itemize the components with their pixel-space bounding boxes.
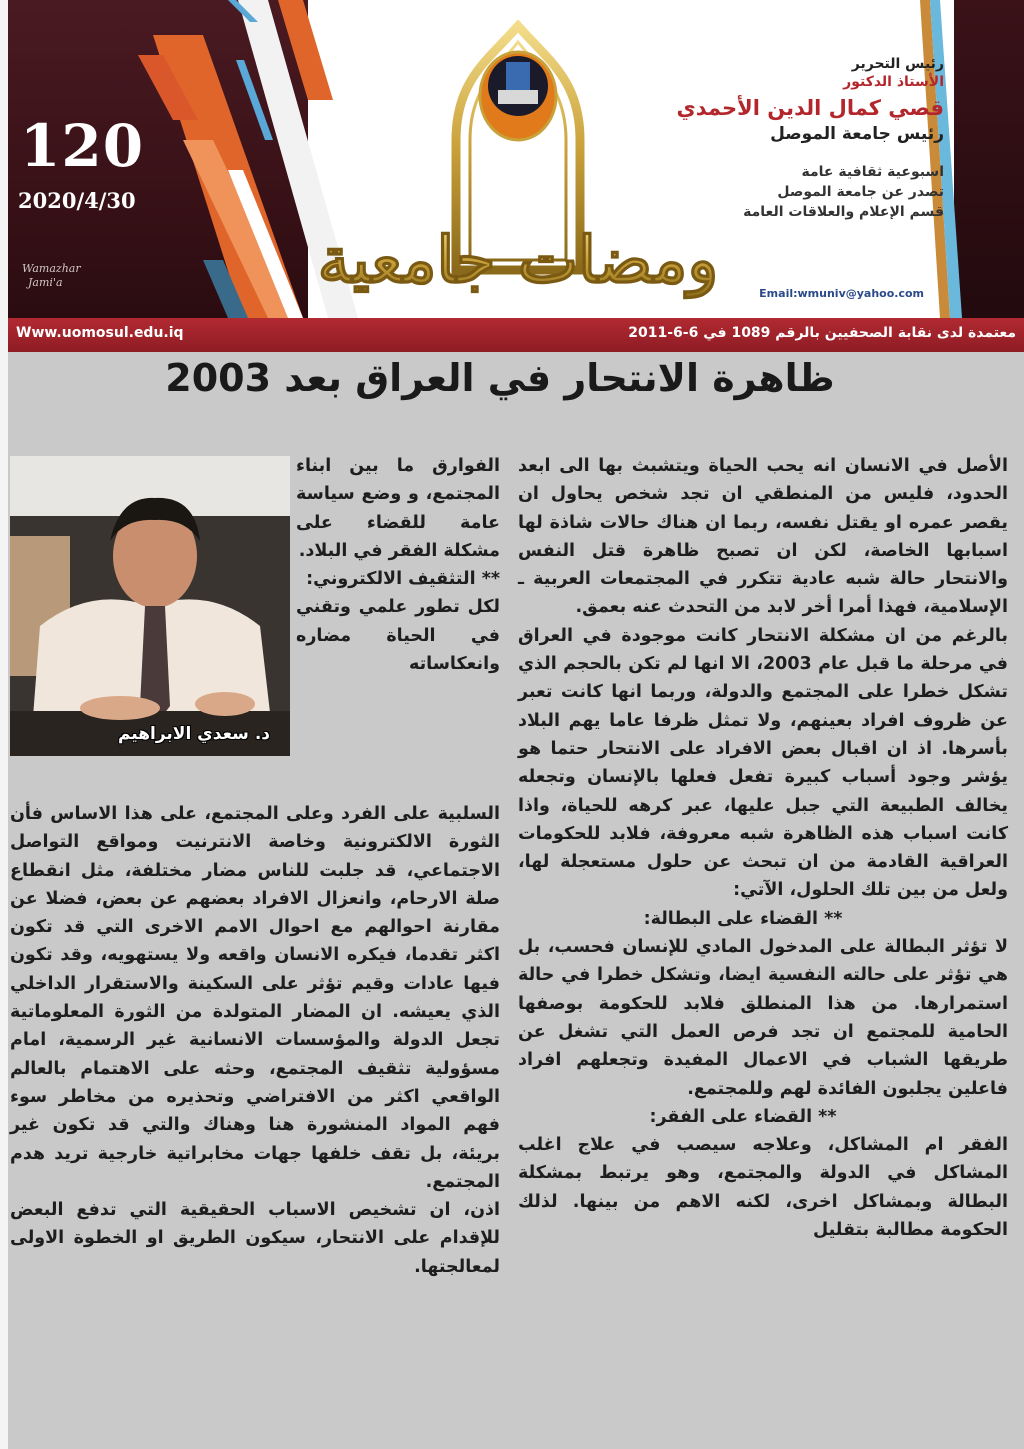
- publication-line-3: قسم الإعلام والعلاقات العامة: [743, 204, 944, 220]
- author-photo: [10, 456, 290, 756]
- article-column-left-wide: [10, 800, 500, 1281]
- editor-in-chief-label: رئيس التحرير: [851, 56, 944, 72]
- article-column-right: [518, 452, 1008, 1244]
- paragraph-unemployment: لا تؤثر البطالة على المدخول المادي للإنسان فحسب، بل هي تؤثر على حالته النفسية ايضا، وتشكل خطرا في حالة استمرارها. من هذا المنطلق فلابد للحكومة بوصفها الحامية للمجتمع ان تجد فرص العمل التي تشغل عن طريقها الشباب في الاعمال المفيدة وتجعلهم افراد فاعلين يجلبون الفائدة لهم وللمجتمع.: [518, 937, 1008, 1099]
- website-link[interactable]: Www.uomosul.edu.iq: [16, 325, 184, 341]
- article-column-left-narrow: [296, 452, 500, 678]
- logo-calligraphy: ومضات جامعية: [318, 223, 718, 298]
- masthead: [8, 0, 1024, 318]
- author-portrait-image: [10, 456, 290, 756]
- subheading-electronic-education: ** التثقيف الالكتروني:: [306, 569, 500, 590]
- paragraph-conclusion: اذن، ان تشخيص الاسباب الحقيقية التي تدفع البعض للإقدام على الانتحار، سيكون الطريق او الخطوة الاولى لمعالجتها.: [10, 1200, 500, 1277]
- subheading-poverty: ** القضاء على الفقر:: [649, 1106, 837, 1127]
- contact-email: Email:wmuniv@yahoo.com: [759, 287, 924, 300]
- masthead-info-bar: [8, 318, 1024, 352]
- paragraph-electronic-start: لكل تطور علمي وتقني في الحياة مضاره وانعكاساته: [296, 597, 500, 675]
- editor-role: رئيس جامعة الموصل: [770, 124, 944, 144]
- paragraph-electronic-education: السلبية على الفرد وعلى المجتمع، على هذا الاساس فأن الثورة الالكترونية وخاصة الانترنيت ومواقع التواصل الاجتماعي، قد جلبت للناس مضار مختلفة، مثل انقطاع صلة الارحام، وانعزال الافراد بعضهم عن بعض، فضلا عن مقارنة احوالهم مع احوال الامم الاخرى التي قد تكون اكثر تقدما، فيكره الانسان واقعه ولا يستهويه، وقد تكون فيها عادات وقيم تؤثر على السكينة والاستقرار الداخلي الذي يعيشه. ان المضار المتولدة من الثورة المعلوماتية تجعل الدولة والمؤسسات الانسانية غير الرسمية، امام مسؤولية تثقيف المجتمع، وحثه على الاهتمام بالعالم الواقعي اكثر من الافتراضي وتحذيره من مخاطر سوء فهم المواد المنشورة هنا وهناك والتي قد تكون غير بريئة، بل تقف خلفها جهات مخابراتية خارجية تريد هدم المجتمع.: [10, 804, 500, 1192]
- editor-academic-title: الأستاذ الدكتور: [843, 74, 944, 90]
- paragraph-poverty-continued: الفوارق ما بين ابناء المجتمع، و وضع سياسة عامة للقضاء على مشكلة الفقر في البلاد.: [296, 456, 500, 561]
- paragraph-poverty: الفقر ام المشاكل، وعلاجه سيصب في علاج اغلب المشاكل في الدولة والمجتمع، وهو يرتبط بمشكلة البطالة وبمشاكل اخرى، لكنه الاهم من بينها. لذلك الحكومة مطالبة بتقليل: [518, 1135, 1008, 1241]
- photo-caption: د. سعدي الابراهيم: [117, 724, 270, 744]
- subheading-unemployment: ** القضاء على البطالة:: [643, 908, 843, 929]
- issue-date: 2020/4/30: [18, 188, 136, 213]
- latin-title: [22, 262, 81, 290]
- page-edge: [0, 0, 8, 1449]
- article-headline: ظاهرة الانتحار في العراق بعد 2003: [165, 356, 835, 400]
- latin-title-line-1: Wamazhar: [22, 262, 81, 275]
- accreditation-note: معتمدة لدى نقابة الصحفيين بالرقم 1089 في 6-6-2011: [628, 325, 1016, 341]
- paragraph-background: بالرغم من ان مشكلة الانتحار كانت موجودة في العراق في مرحلة ما قبل عام 2003، الا انها لم تكن بالحجم الذي تشكل خطرا على المجتمع والدولة، وربما انها كانت تعبر عن ظروف افراد بعينهم، ولا تمثل ظرفا عاما يهم البلاد بأسرها. اذ ان اقبال بعض الافراد على الانتحار حتما هو يؤشر وجود أسباب كبيرة تفعل فعلها بالإنسان وتجعله يخالف الطبيعة التي جبل عليها، عبر كرهه للحياة، واذا كانت اسباب هذه الظاهرة شبه معروفة، فلابد للحكومات العراقية القادمة من ان تبحث عن حلول مستعجلة لها، ولعل من بين تلك الحلول، الآتي:: [518, 625, 1008, 901]
- latin-title-line-2: Jami'a: [28, 276, 63, 289]
- issue-number: 120: [20, 112, 145, 180]
- publication-line-2: تصدر عن جامعة الموصل: [777, 184, 944, 200]
- paragraph-intro: الأصل في الانسان انه يحب الحياة ويتشبث بها الى ابعد الحدود، فليس من المنطقي ان تجد شخص يحاول ان يقصر عمره او يقتل نفسه، ربما ان هناك حالات شاذة لها اسبابها الخاصة، لكن ان تصبح ظاهرة قتل النفس والانتحار حالة شبه عادية تتكرر في المجتمعات العربية ـ الإسلامية، فهذا أمرا أخر لابد من التحدث عنه بعمق.: [518, 456, 1008, 618]
- publication-line-1: اسبوعية ثقافية عامة: [801, 164, 944, 180]
- editor-block: [644, 56, 944, 222]
- editor-name: قصي كمال الدين الأحمدي: [676, 96, 944, 120]
